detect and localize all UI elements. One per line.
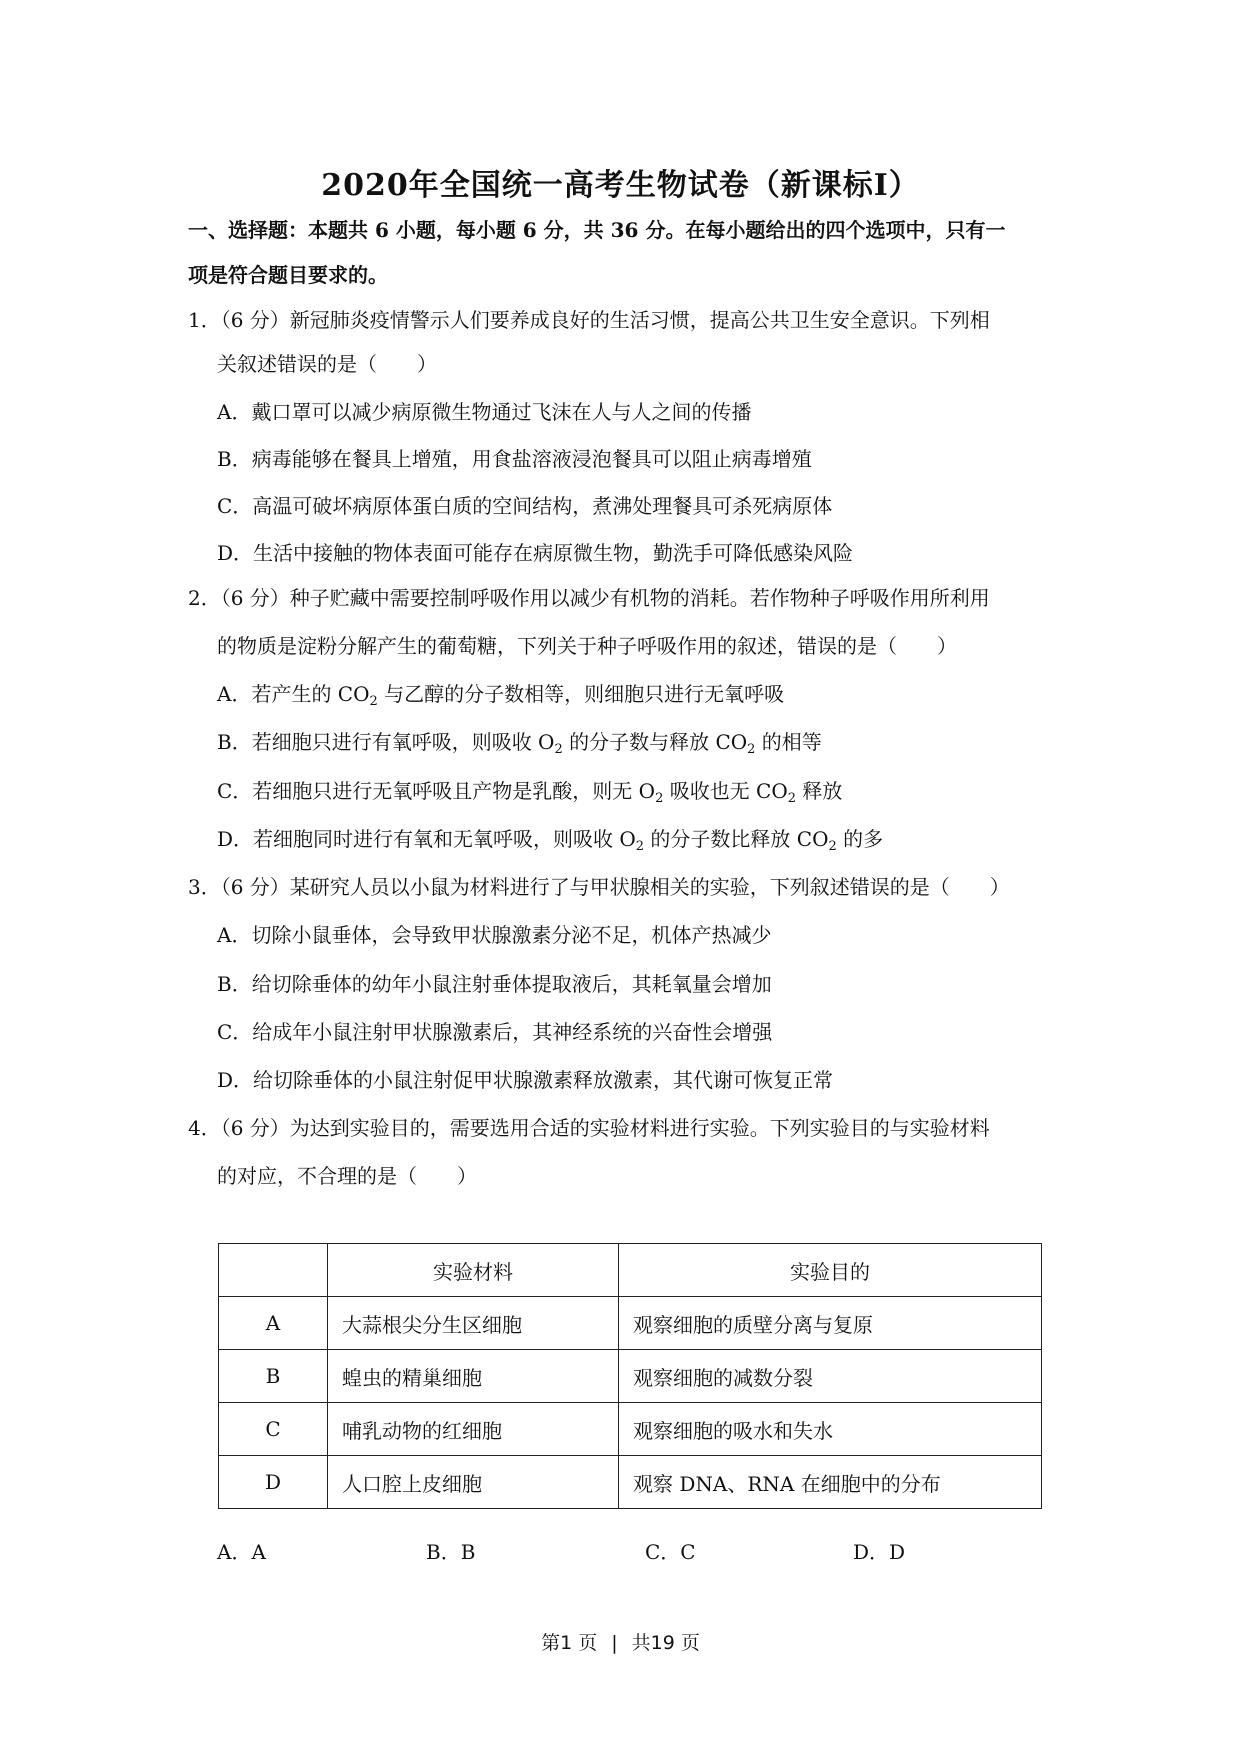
- question-2-option-b: B．若细胞只进行有氧呼吸，则吸收 $O_2$ 的分子数与释放 $CO_2$ 的相等: [217, 730, 822, 757]
- question-1-option-a: A．戴口罩可以减少病原微生物通过飞沫在人与人之间的传播: [217, 400, 752, 424]
- question-3-stem: 3．（6 分）某研究人员以小鼠为材料进行了与甲状腺相关的实验，下列叙述错误的是（ ）: [188, 875, 1010, 899]
- section-heading-line1: 一、选择题：本题共 6 小题，每小题 6 分，共 36 分。在每小题给出的四个选项中，只有一: [188, 218, 1006, 242]
- question-1-option-b: B．病毒能够在餐具上增殖，用食盐溶液浸泡餐具可以阻止病毒增殖: [217, 447, 812, 471]
- question-1-stem: 1．（6 分）新冠肺炎疫情警示人们要养成良好的生活习惯，提高公共卫生安全意识。下列相: [188, 308, 990, 332]
- footer-separator: |: [611, 1632, 618, 1654]
- question-4-answer-c: C．C: [645, 1540, 696, 1564]
- question-1-option-c: C．高温可破坏病原体蛋白质的空间结构，煮沸处理餐具可杀死病原体: [217, 494, 833, 518]
- question-4-answer-d: D．D: [853, 1540, 906, 1564]
- table-cell: 观察 DNA、RNA 在细胞中的分布: [619, 1456, 1042, 1509]
- table-header-cell: [219, 1244, 328, 1297]
- question-1-stem-cont: 关叙述错误的是（ ）: [217, 352, 437, 376]
- question-2-option-d: D．若细胞同时进行有氧和无氧呼吸，则吸收 $O_2$ 的分子数比释放 $CO_2$ 的多: [217, 827, 884, 854]
- table-cell: 观察细胞的质壁分离与复原: [619, 1297, 1042, 1350]
- table-cell: 观察细胞的减数分裂: [619, 1350, 1042, 1403]
- question-3-option-d: D．给切除垂体的小鼠注射促甲状腺激素释放激素，其代谢可恢复正常: [217, 1068, 834, 1092]
- section-heading-line2: 项是符合题目要求的。: [188, 263, 388, 287]
- question-2-stem: 2．（6 分）种子贮藏中需要控制呼吸作用以减少有机物的消耗。若作物种子呼吸作用所利用: [188, 586, 990, 610]
- question-3-option-a: A．切除小鼠垂体，会导致甲状腺激素分泌不足，机体产热减少: [217, 923, 772, 947]
- table-row: [219, 1456, 1042, 1509]
- question-1-option-d: D．生活中接触的物体表面可能存在病原微生物，勤洗手可降低感染风险: [217, 541, 854, 565]
- question-2-option-a: A．若产生的 $CO_2$ 与乙醇的分子数相等，则细胞只进行无氧呼吸: [217, 682, 785, 709]
- table-header-cell: 实验目的: [619, 1244, 1042, 1297]
- question-3-option-c: C．给成年小鼠注射甲状腺激素后，其神经系统的兴奋性会增强: [217, 1020, 773, 1044]
- table-cell: 大蒜根尖分生区细胞: [328, 1297, 619, 1350]
- table-row: [219, 1297, 1042, 1350]
- question-2-option-c: C．若细胞只进行无氧呼吸且产物是乳酸，则无 $O_2$ 吸收也无 $CO_2$ 释放: [217, 779, 843, 806]
- question-4-answer-a: A．A: [217, 1540, 266, 1564]
- page-number: 第1 页: [541, 1632, 598, 1654]
- page-footer: [0, 1628, 1241, 1655]
- table-cell: 观察细胞的吸水和失水: [619, 1403, 1042, 1456]
- question-4-stem-cont: 的对应，不合理的是（ ）: [217, 1164, 477, 1188]
- table-cell: 蝗虫的精巢细胞: [328, 1350, 619, 1403]
- table-cell: 哺乳动物的红细胞: [328, 1403, 619, 1456]
- question-2-stem-cont: 的物质是淀粉分解产生的葡萄糖，下列关于种子呼吸作用的叙述，错误的是（ ）: [217, 634, 957, 658]
- table-row: [219, 1350, 1042, 1403]
- table-cell: 人口腔上皮细胞: [328, 1456, 619, 1509]
- question-4-answer-b: B．B: [426, 1540, 476, 1564]
- table-cell: B: [219, 1350, 328, 1403]
- page-title: 2020年全国统一高考生物试卷（新课标Ⅰ）: [321, 168, 920, 203]
- table-cell: D: [219, 1456, 328, 1509]
- question-4-stem: 4．（6 分）为达到实验目的，需要选用合适的实验材料进行实验。下列实验目的与实验材料: [188, 1116, 990, 1140]
- table-row: [219, 1403, 1042, 1456]
- table-cell: A: [219, 1297, 328, 1350]
- question-3-option-b: B．给切除垂体的幼年小鼠注射垂体提取液后，其耗氧量会增加: [217, 972, 772, 996]
- table-header-row: [219, 1244, 1042, 1297]
- table-header-cell: 实验材料: [328, 1244, 619, 1297]
- page-total: 共19 页: [631, 1632, 700, 1654]
- experiment-table: [218, 1243, 1042, 1509]
- table-cell: C: [219, 1403, 328, 1456]
